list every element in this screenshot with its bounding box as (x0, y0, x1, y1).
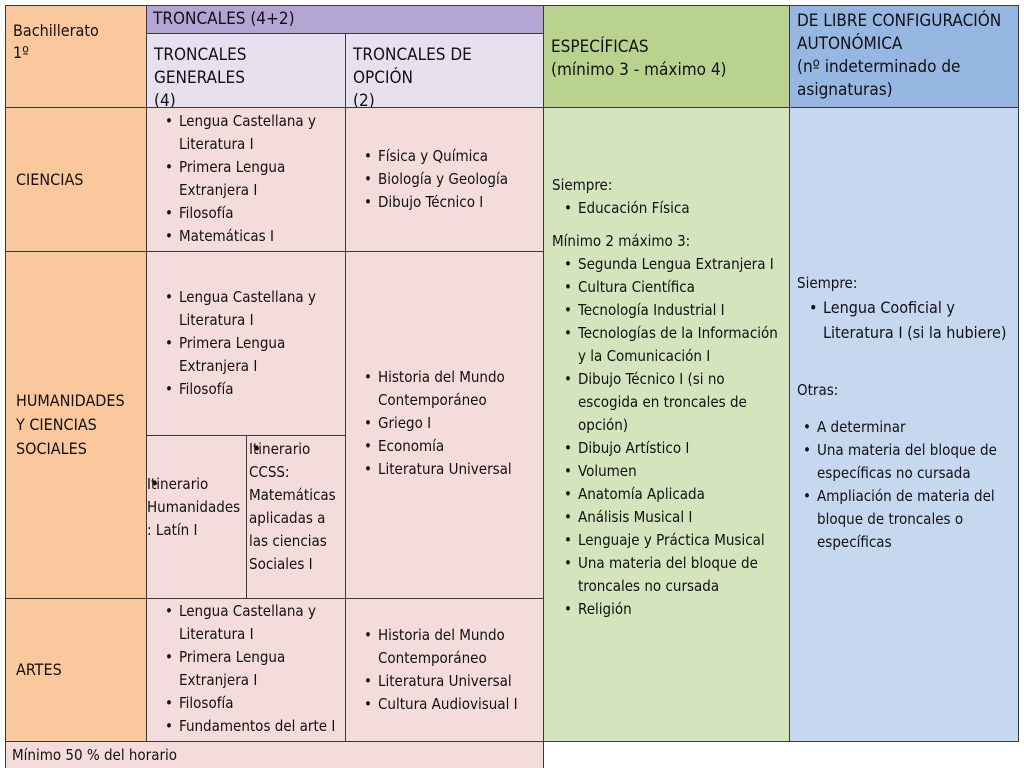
header-troncales-title: TRONCALES (4+2) (153, 9, 295, 29)
list-item: • Primera Lengua Extranjera I (161, 332, 339, 378)
header-troncales-opcion-title: TRONCALES DE OPCIÓN (353, 45, 472, 88)
especificas-siempre-label: Siempre: (552, 176, 613, 194)
row-label-humanidades (5, 251, 147, 599)
list-item: • Griego I (360, 412, 537, 435)
itinerario-ccss (246, 435, 346, 599)
list-item: • Dibujo Técnico I (si no escogida en troncales de opción) (560, 368, 783, 437)
list-item: • Lengua Cooficial y Literatura I (si la hubiere) (805, 295, 1012, 345)
list-item: • Economía (360, 435, 537, 458)
list-item: • Dibujo Técnico I (360, 191, 537, 214)
list-item: • Cultura Científica (560, 276, 783, 299)
header-troncales-opcion (345, 33, 544, 108)
row-label-humanidades-line3: SOCIALES (16, 439, 87, 458)
list-item: • A determinar (799, 416, 1012, 439)
list-item: • Historia del Mundo Contemporáneo (360, 624, 537, 670)
header-troncales-generales (146, 33, 346, 108)
header-especificas-title: ESPECÍFICAS (551, 37, 649, 57)
list-item: • Filosofía (161, 692, 339, 715)
header-troncales-opcion-count: (2) (353, 91, 375, 108)
header-libre-line2: AUTONÓMICA (797, 34, 903, 54)
artes-opcion (345, 598, 544, 742)
list-item: • Primera Lengua Extranjera I (161, 646, 339, 692)
list-item: • Anatomía Aplicada (560, 483, 783, 506)
especificas-minmax-label: Mínimo 2 máximo 3: (552, 232, 691, 250)
libre-siempre-label: Siempre: (797, 274, 858, 292)
header-libre (789, 5, 1019, 108)
list-item: • Tecnología Industrial I (560, 299, 783, 322)
list-item: • Fundamentos del arte I (161, 715, 339, 738)
list-item: • Literatura Universal (360, 458, 537, 481)
list-item: • Itinerario Humanidades : Latín I (147, 473, 244, 542)
list-item: • Matemáticas I (161, 225, 339, 248)
list-item: • Segunda Lengua Extranjera I (560, 253, 783, 276)
list-item: • Ampliación de materia del bloque de troncales o específicas (799, 485, 1012, 554)
header-especificas (543, 5, 790, 108)
list-item: • Itinerario CCSS: Matemáticas aplicadas a las ciencias Sociales I (249, 438, 343, 576)
list-item: • Lengua Castellana y Literatura I (161, 286, 339, 332)
list-item: • Una materia del bloque de específicas no cursada (799, 439, 1012, 485)
ciencias-generales (146, 107, 346, 252)
header-troncales (146, 5, 544, 34)
list-item: • Educación Física (560, 197, 783, 220)
header-troncales-generales-count: (4) (154, 91, 176, 108)
list-item: • Análisis Musical I (560, 506, 783, 529)
libre-otras-label: Otras: (797, 381, 839, 399)
row-label-humanidades-line2: Y CIENCIAS (16, 415, 97, 434)
row-label-ciencias: CIENCIAS (5, 107, 147, 252)
list-item: • Cultura Audiovisual I (360, 693, 537, 716)
list-item: • Filosofía (161, 378, 339, 401)
list-item: • Historia del Mundo Contemporáneo (360, 366, 537, 412)
header-bachillerato (5, 5, 147, 108)
footer-minimo: Mínimo 50 % del horario (5, 741, 544, 768)
header-libre-line3: (nº indeterminado de (797, 57, 961, 77)
humanidades-opcion (345, 251, 544, 599)
header-libre-line1: DE LIBRE CONFIGURACIÓN (797, 11, 1002, 31)
list-item: • Una materia del bloque de troncales no cursada (560, 552, 783, 598)
list-item: • Literatura Universal (360, 670, 537, 693)
list-item: • Lengua Castellana y Literatura I (161, 600, 339, 646)
humanidades-generales (146, 251, 346, 436)
list-item: • Biología y Geología (360, 168, 537, 191)
list-item: • Religión (560, 598, 783, 621)
header-bachillerato-title: Bachillerato (13, 21, 99, 40)
list-item: • Primera Lengua Extranjera I (161, 156, 339, 202)
list-item: • Lengua Castellana y Literatura I (161, 110, 339, 156)
list-item: • Lenguaje y Práctica Musical (560, 529, 783, 552)
itinerario-humanidades (146, 435, 247, 599)
row-label-artes: ARTES (5, 598, 147, 742)
list-item: • Dibujo Artístico I (560, 437, 783, 460)
ciencias-opcion (345, 107, 544, 252)
list-item: • Física y Química (360, 145, 537, 168)
header-troncales-generales-title: TRONCALES GENERALES (154, 45, 247, 88)
especificas-body (543, 107, 790, 742)
header-libre-line4: asignaturas) (797, 80, 893, 100)
artes-generales (146, 598, 346, 742)
list-item: • Volumen (560, 460, 783, 483)
libre-body (789, 107, 1019, 742)
row-label-humanidades-line1: HUMANIDADES (16, 391, 125, 410)
list-item: • Tecnologías de la Información y la Comunicación I (560, 322, 783, 368)
header-especificas-range: (mínimo 3 - máximo 4) (551, 60, 727, 80)
list-item: • Filosofía (161, 202, 339, 225)
header-curso: 1º (13, 43, 29, 62)
